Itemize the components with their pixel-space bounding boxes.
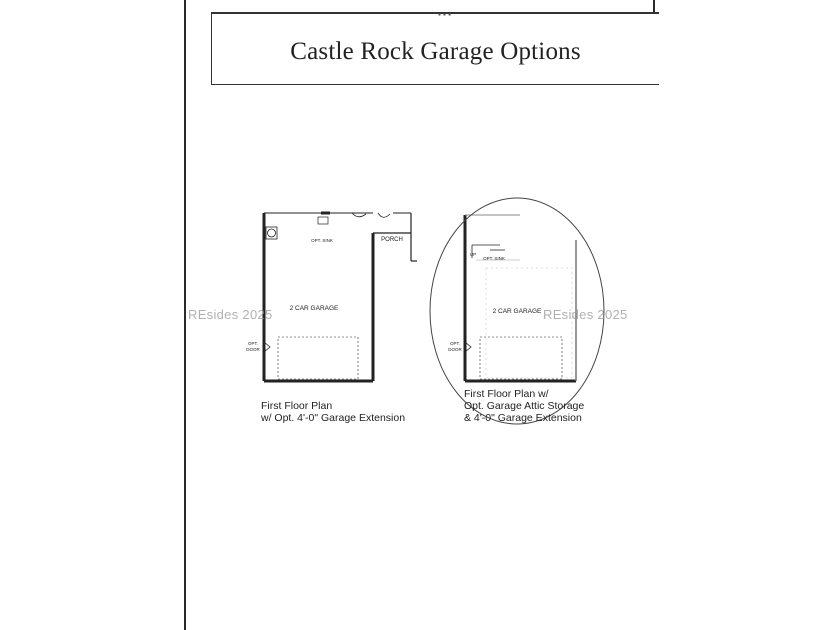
plan-right-caption-line1: First Floor Plan w/ xyxy=(464,388,549,400)
plan-right-caption xyxy=(464,388,584,424)
plan-right-caption-line2: Opt. Garage Attic Storage xyxy=(464,400,585,412)
plan-left-caption xyxy=(261,400,405,424)
page-title: Castle Rock Garage Options xyxy=(290,38,581,65)
plan-left-porch-label: PORCH xyxy=(381,237,403,243)
plan-right-door-label-2: DOOR xyxy=(448,347,462,352)
plan-left-door-label-2: DOOR xyxy=(246,347,260,352)
watermark-left: REsides 2025 xyxy=(188,307,273,322)
watermark-right: REsides 2025 xyxy=(543,307,628,322)
scan-dots-icon: ▪ ▪ ▪ xyxy=(438,10,451,19)
plan-right-sink-label: OPT. SINK xyxy=(483,256,505,261)
plan-right-up-label: UP xyxy=(469,252,477,257)
plan-left-sink-label: OPT. SINK xyxy=(311,238,333,243)
plan-left-door-label-1: OPT. xyxy=(247,341,259,346)
plan-right-garage-label: 2 CAR GARAGE xyxy=(492,308,542,315)
plan-right-door-label-1: OPT. xyxy=(449,341,461,346)
plan-left-garage-label: 2 CAR GARAGE xyxy=(289,305,339,312)
plan-left-caption-line2: w/ Opt. 4'-0" Garage Extension xyxy=(261,412,406,424)
plan-right-caption-line3: & 4'-0" Garage Extension xyxy=(464,412,582,424)
plan-left-caption-line1: First Floor Plan xyxy=(261,400,333,412)
